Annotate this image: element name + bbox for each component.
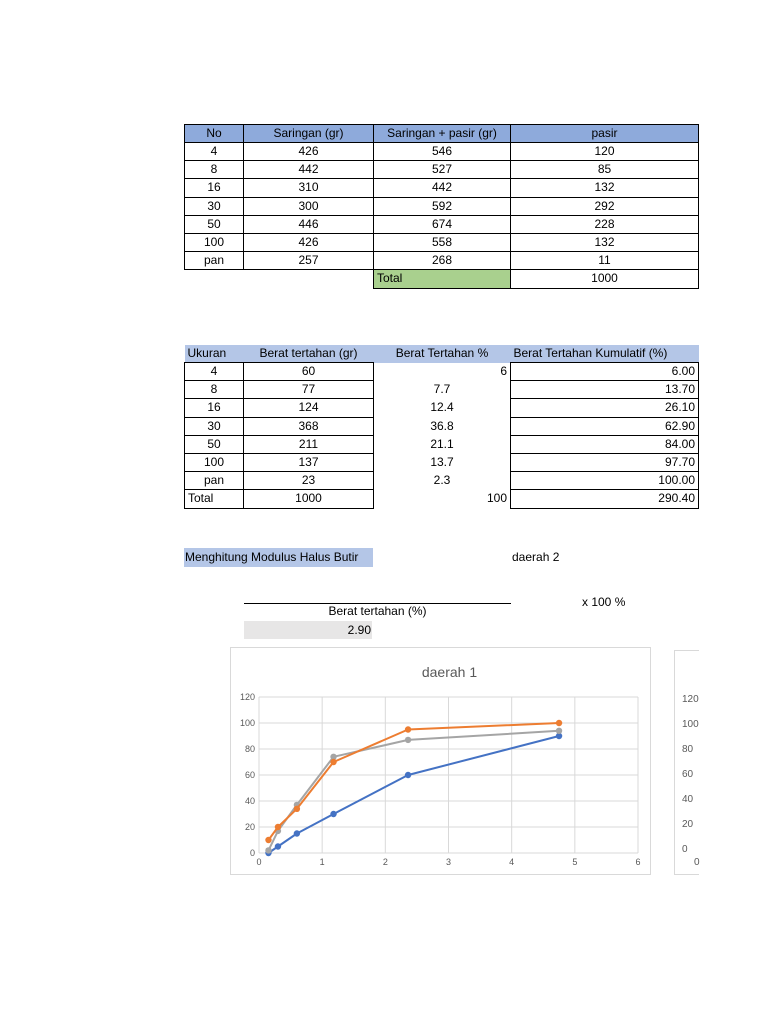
table-cell: 674 <box>374 215 511 233</box>
table-cell: 592 <box>374 197 511 215</box>
retained-table-row <box>185 453 699 471</box>
data-point <box>265 847 271 853</box>
table-cell: 16 <box>185 179 244 197</box>
y-tick-label: 40 <box>682 794 694 805</box>
table-cell: 268 <box>374 252 511 270</box>
table-cell: 100 <box>185 453 244 471</box>
y-tick-label: 20 <box>682 819 694 830</box>
series-line-1 <box>268 736 559 853</box>
x-tick-label: 1 <box>319 857 325 867</box>
table-cell: 62.90 <box>511 417 699 435</box>
retained-table-row <box>185 435 699 453</box>
table-cell: 4 <box>185 363 244 381</box>
table-cell: 442 <box>374 179 511 197</box>
data-point <box>405 737 411 743</box>
table-cell: 2.3 <box>433 473 451 488</box>
sieve-table-row <box>185 179 699 197</box>
sieve-table-row <box>185 161 699 179</box>
total-value: 1000 <box>511 270 699 288</box>
table-cell: 13.7 <box>430 455 454 470</box>
data-point <box>330 811 336 817</box>
region-label: daerah 2 <box>512 550 560 564</box>
table-cell: 124 <box>244 399 374 417</box>
header-no: No <box>185 125 244 143</box>
x-tick-label: 6 <box>635 857 641 867</box>
x-tick-label: 0 <box>256 857 262 867</box>
table-cell: 60 <box>244 363 374 381</box>
table-cell: 442 <box>244 161 374 179</box>
table-cell: 426 <box>244 143 374 161</box>
y-tick-label: 100 <box>239 718 255 728</box>
header-berat-tertahan: Berat tertahan (gr) <box>244 345 374 363</box>
table-cell: 13.70 <box>511 381 699 399</box>
total-percent: 100 <box>486 491 507 506</box>
table-cell: 100.00 <box>511 472 699 490</box>
retained-table-row <box>185 472 699 490</box>
total-label: Total <box>185 490 244 508</box>
table-cell: 97.70 <box>511 453 699 471</box>
table-cell: 30 <box>185 417 244 435</box>
total-weight: 1000 <box>244 490 374 508</box>
x-tick-label: 2 <box>382 857 388 867</box>
modulus-result-text: 2.90 <box>347 623 371 637</box>
retained-table <box>184 345 699 509</box>
table-cell: 84.00 <box>511 435 699 453</box>
table-cell: 6.00 <box>511 363 699 381</box>
chart-daerah-1-svg <box>231 648 650 874</box>
denominator-label: Berat tertahan (%) <box>328 604 427 618</box>
sieve-table <box>184 124 699 289</box>
sieve-table-row <box>185 233 699 251</box>
table-cell: 120 <box>511 143 699 161</box>
table-cell: 132 <box>511 179 699 197</box>
header-berat-tertahan-pct: Berat Tertahan % <box>374 345 511 363</box>
table-cell: pan <box>185 252 244 270</box>
table-cell: 7.7 <box>433 382 451 397</box>
modulus-title: Menghitung Modulus Halus Butir <box>184 548 373 567</box>
data-point <box>294 806 300 812</box>
data-point <box>265 837 271 843</box>
data-point <box>330 759 336 765</box>
table-cell: 368 <box>244 417 374 435</box>
table-cell: 228 <box>511 215 699 233</box>
x-tick-label: 0 <box>694 857 700 868</box>
retained-table-row <box>185 417 699 435</box>
sieve-table-row <box>185 252 699 270</box>
header-pasir: pasir <box>511 125 699 143</box>
table-cell: 137 <box>244 453 374 471</box>
table-cell: 12.4 <box>430 400 454 415</box>
y-tick-label: 120 <box>239 692 255 702</box>
table-cell: 50 <box>185 215 244 233</box>
table-cell: 527 <box>374 161 511 179</box>
data-point <box>294 830 300 836</box>
table-cell: 23 <box>244 472 374 490</box>
table-cell: 257 <box>244 252 374 270</box>
modulus-result <box>244 621 372 639</box>
data-point <box>405 726 411 732</box>
table-cell: 100 <box>185 233 244 251</box>
table-cell: 30 <box>185 197 244 215</box>
table-cell: 4 <box>185 143 244 161</box>
table-cell: 11 <box>511 252 699 270</box>
table-cell: 132 <box>511 233 699 251</box>
y-tick-label: 60 <box>244 770 255 780</box>
table-cell: 211 <box>244 435 374 453</box>
total-label: Total <box>374 270 511 288</box>
table-cell: 36.8 <box>430 418 454 433</box>
table-cell: 85 <box>511 161 699 179</box>
sieve-table-header <box>185 125 699 143</box>
retained-table-row <box>185 399 699 417</box>
data-point <box>275 824 281 830</box>
table-cell: pan <box>185 472 244 490</box>
y-tick-label: 40 <box>244 796 255 806</box>
table-cell: 8 <box>185 381 244 399</box>
sieve-table-row <box>185 215 699 233</box>
table-cell: 446 <box>244 215 374 233</box>
header-kumulatif: Berat Tertahan Kumulatif (%) <box>511 345 699 363</box>
table-cell: 21.1 <box>430 436 454 451</box>
y-tick-label: 60 <box>682 769 694 780</box>
table-cell: 292 <box>511 197 699 215</box>
x-tick-label: 5 <box>572 857 578 867</box>
retained-table-header <box>185 345 699 363</box>
table-cell: 77 <box>244 381 374 399</box>
table-cell: 310 <box>244 179 374 197</box>
y-tick-label: 0 <box>682 844 688 855</box>
total-cumulative: 290.40 <box>511 490 699 508</box>
data-point <box>405 772 411 778</box>
retained-table-row <box>185 381 699 399</box>
multiplier-label: x 100 % <box>582 595 626 609</box>
table-cell: 8 <box>185 161 244 179</box>
chart-daerah-2-partial[interactable] <box>674 650 699 875</box>
retained-total-row <box>185 490 699 508</box>
sieve-table-row <box>185 197 699 215</box>
data-point <box>556 720 562 726</box>
table-cell: 6 <box>500 364 507 379</box>
sieve-total-row <box>185 270 699 288</box>
table-cell: 300 <box>244 197 374 215</box>
retained-table-row <box>185 363 699 381</box>
table-cell: 558 <box>374 233 511 251</box>
empty-cell <box>244 270 374 288</box>
empty-cell <box>185 270 244 288</box>
chart-title: daerah 1 <box>421 664 478 680</box>
x-tick-label: 4 <box>509 857 515 867</box>
header-ukuran: Ukuran <box>185 345 244 363</box>
header-saringan-pasir: Saringan + pasir (gr) <box>374 125 511 143</box>
x-tick-label: 3 <box>445 857 452 867</box>
y-tick-label: 120 <box>682 694 699 705</box>
table-cell: 426 <box>244 233 374 251</box>
data-point <box>556 728 562 734</box>
y-tick-label: 0 <box>249 848 255 858</box>
header-saringan: Saringan (gr) <box>244 125 374 143</box>
sieve-table-row <box>185 143 699 161</box>
chart-daerah-1[interactable] <box>230 647 651 875</box>
y-tick-label: 100 <box>682 719 699 730</box>
table-cell: 16 <box>185 399 244 417</box>
data-point <box>275 843 281 849</box>
table-cell: 26.10 <box>511 399 699 417</box>
y-tick-label: 80 <box>244 744 255 754</box>
table-cell: 546 <box>374 143 511 161</box>
y-tick-label: 20 <box>244 822 255 832</box>
table-cell: 50 <box>185 435 244 453</box>
y-tick-label: 80 <box>682 744 694 755</box>
